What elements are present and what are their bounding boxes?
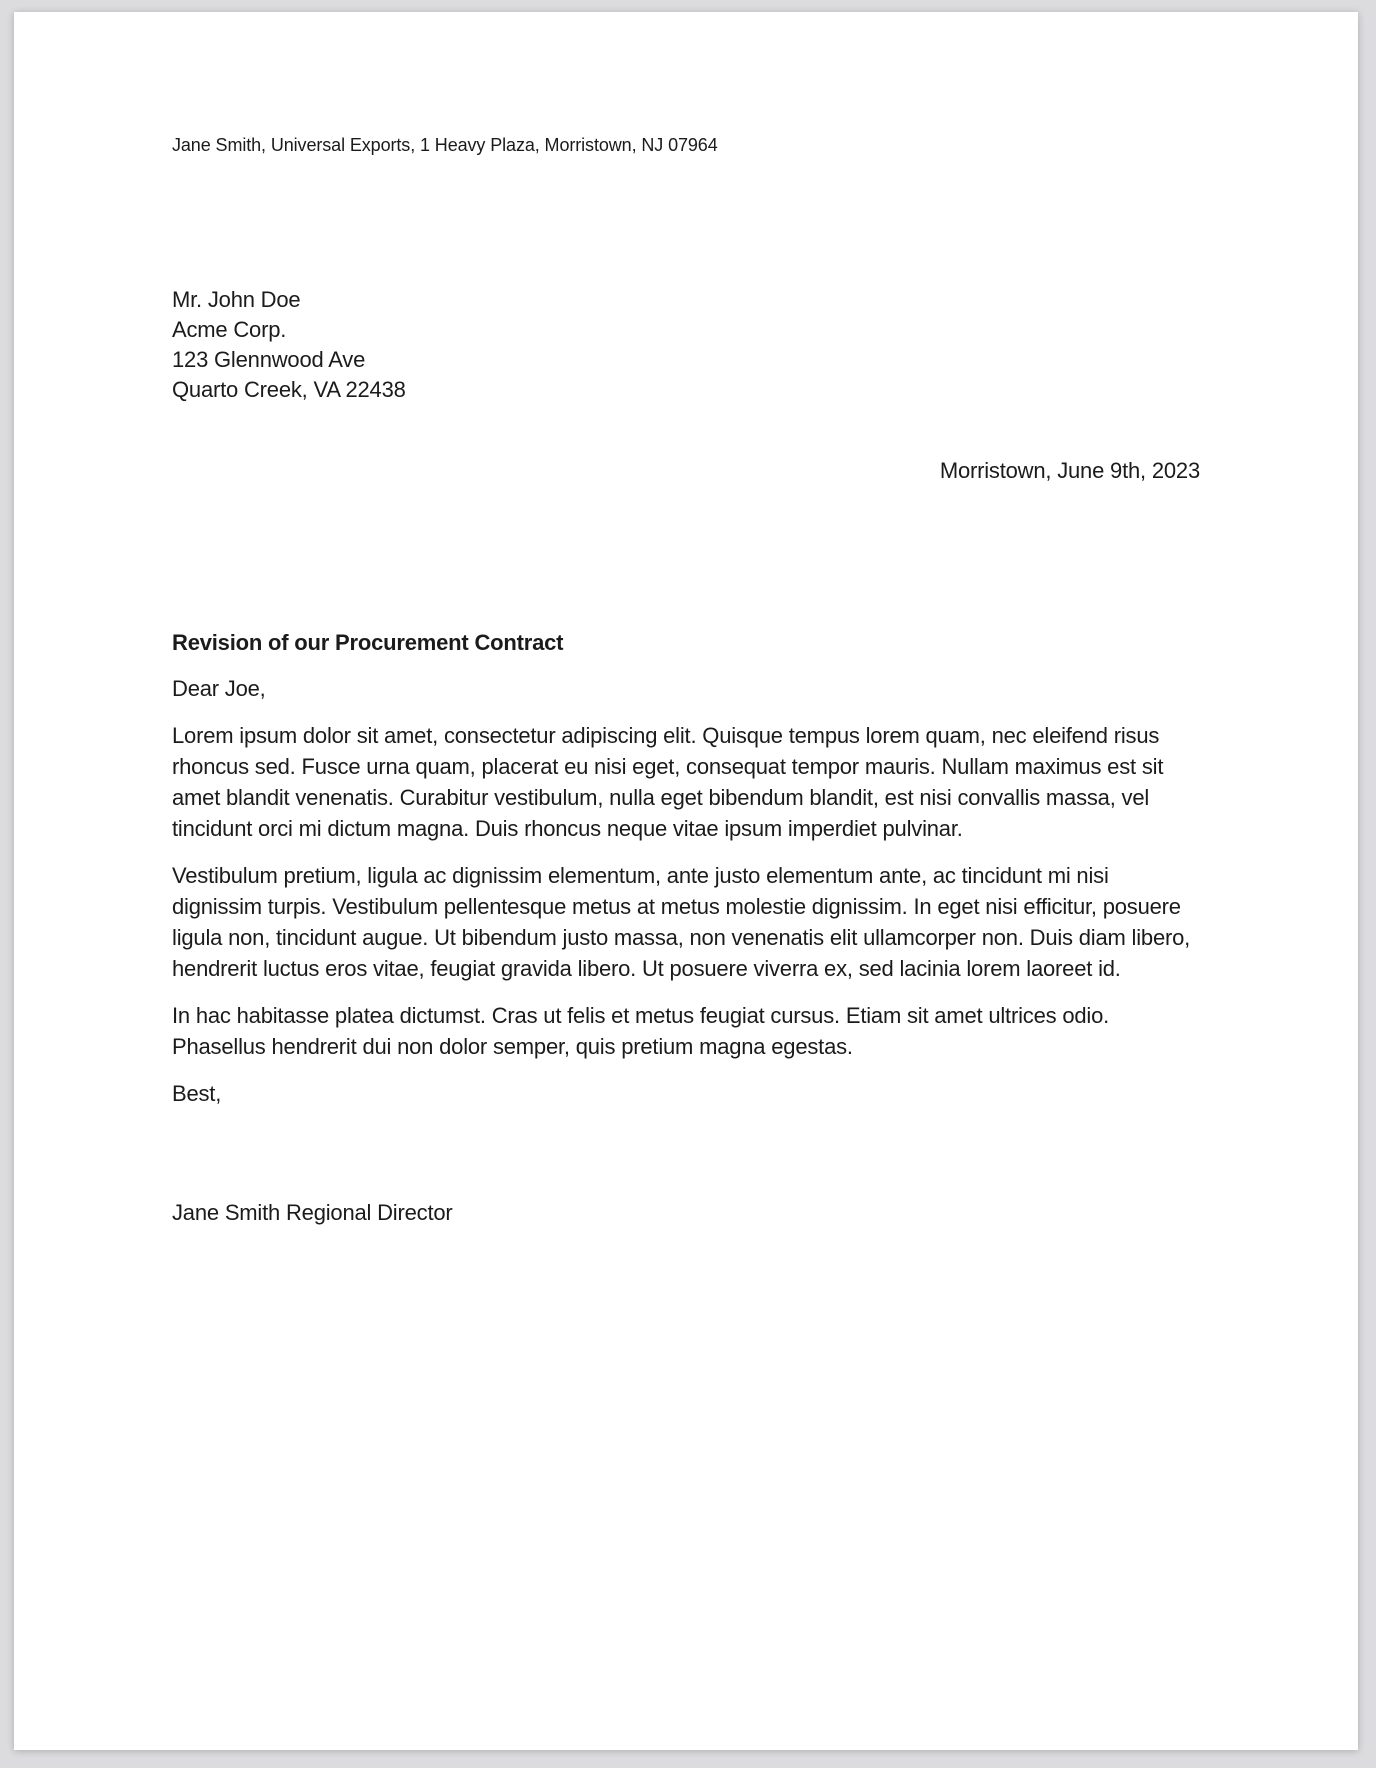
recipient-block	[172, 285, 1200, 405]
recipient-city-line: Quarto Creek, VA 22438	[172, 377, 406, 402]
recipient-street-line: 123 Glennwood Ave	[172, 347, 366, 372]
salutation: Dear Joe,	[172, 676, 266, 701]
body-paragraph: Lorem ipsum dolor sit amet, consectetur adipiscing elit. Quisque tempus lorem quam, nec eleifend risus rhoncus sed. Fusce urna quam, placerat eu nisi eget, consequat tempor mauris. Nullam maximus est sit amet blandit venenatis. Curabitur vestibulum, nulla eget bibendum blandit, est nisi convallis massa, vel tincidunt orci mi dictum magna. Duis rhoncus neque vitae ipsum imperdiet pulvinar.	[172, 723, 1164, 841]
subject-line: Revision of our Procurement Contract	[172, 630, 564, 655]
sender-line: Jane Smith, Universal Exports, 1 Heavy Plaza, Morristown, NJ 07964	[172, 135, 718, 155]
letter-page	[14, 12, 1358, 1750]
recipient-company-line: Acme Corp.	[172, 317, 287, 342]
closing: Best,	[172, 1081, 222, 1106]
body-paragraph: In hac habitasse platea dictumst. Cras ut felis et metus feugiat cursus. Etiam sit amet ultrices odio. Phasellus hendrerit dui non dolor semper, quis pretium magna egestas.	[172, 1003, 1110, 1059]
date-line: Morristown, June 9th, 2023	[939, 458, 1200, 483]
recipient-name-line: Mr. John Doe	[172, 287, 301, 312]
body-paragraph: Vestibulum pretium, ligula ac dignissim elementum, ante justo elementum ante, ac tincidunt mi nisi dignissim turpis. Vestibulum pellentesque metus at metus molestie dignissim. In eget nisi efficitur, posuere ligula non, tincidunt augue. Ut bibendum justo massa, non venenatis elit ullamcorper non. Duis diam libero, hendrerit luctus eros vitae, feugiat gravida libero. Ut posuere viverra ex, sed lacinia lorem laoreet id.	[172, 863, 1191, 981]
signature-line: Jane Smith Regional Director	[172, 1200, 453, 1225]
